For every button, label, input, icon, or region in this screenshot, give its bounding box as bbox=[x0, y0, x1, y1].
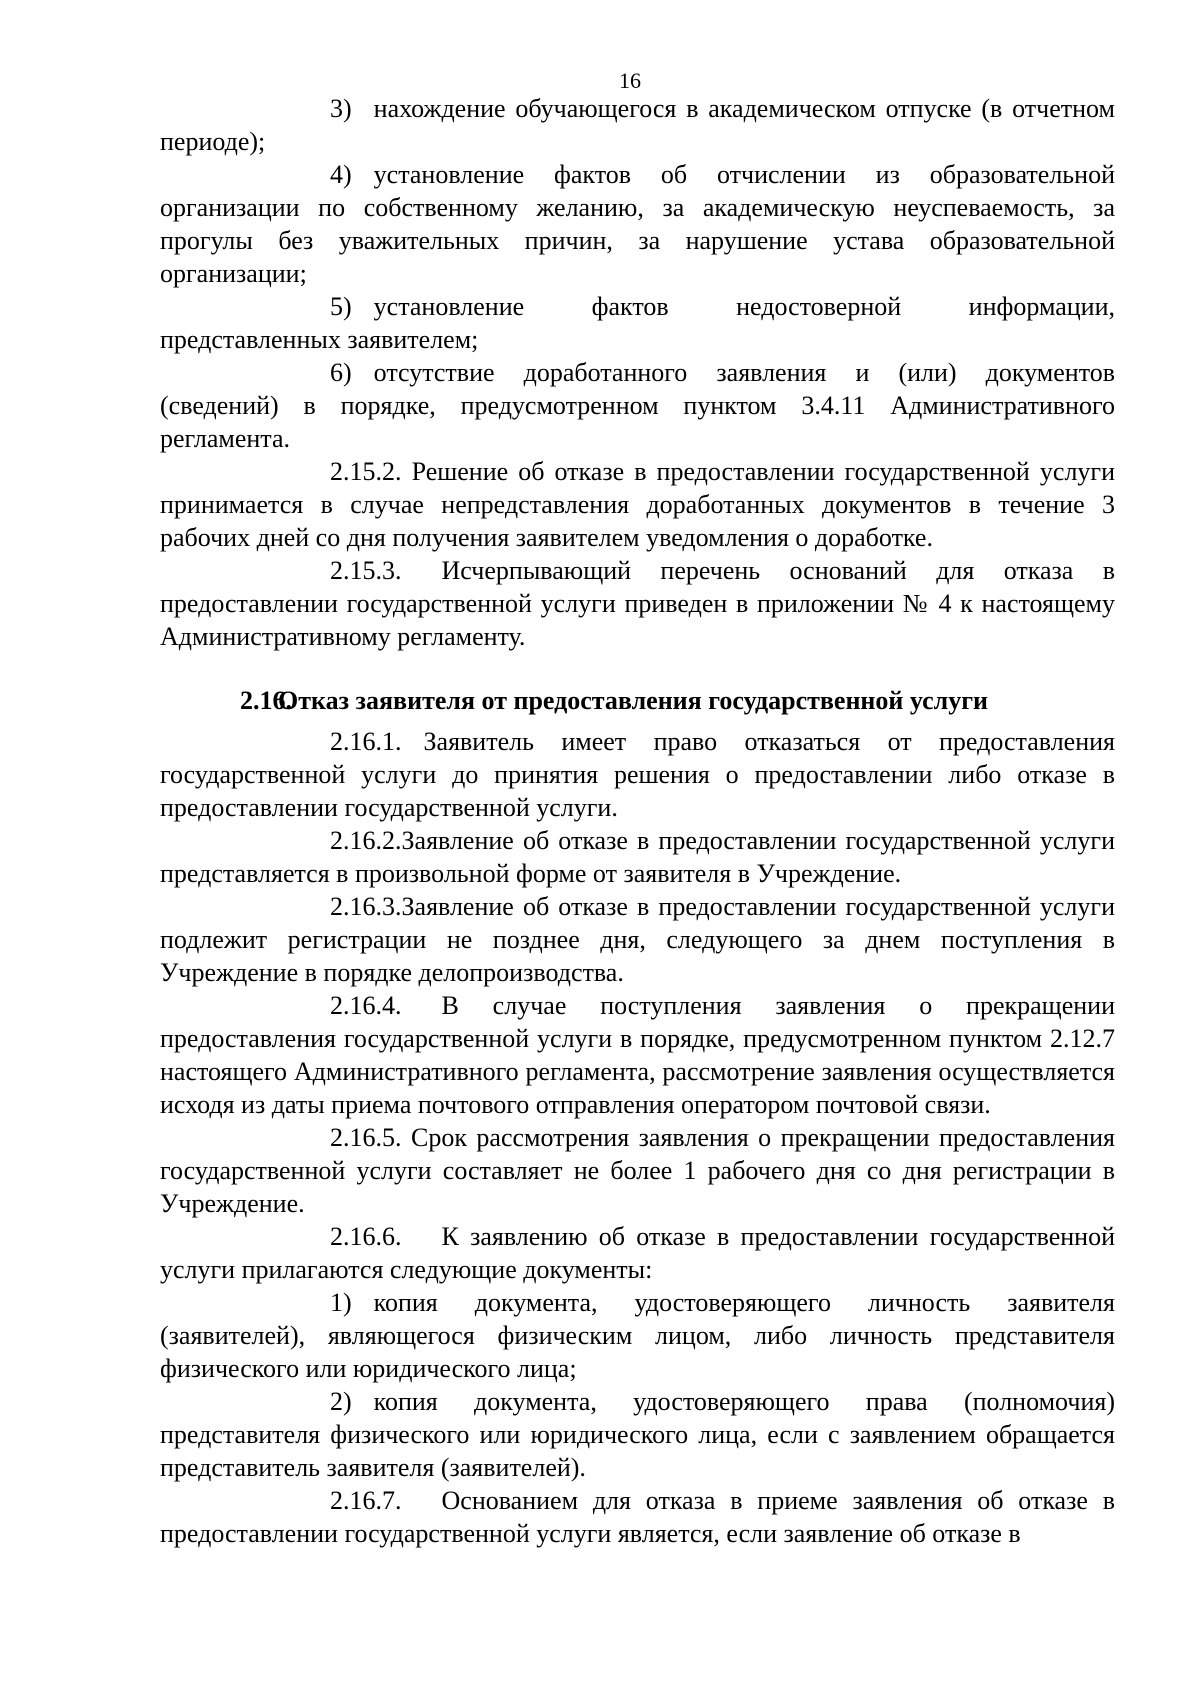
clause-text: Срок рассмотрения заявления о прекращении предоставления государственной услуги составляет не более 1 рабочего дня со дня регистрации в Учреждение. bbox=[160, 1123, 1115, 1218]
clause-number: 2.16.1. bbox=[330, 727, 402, 756]
clause-text: Заявитель имеет право отказаться от предоставления государственной услуги до принятия решения о предоставлении либо отказе в предоставлении государственной услуги. bbox=[160, 727, 1115, 822]
clause-paragraph bbox=[160, 1121, 1115, 1220]
clause-number: 2.15.2. bbox=[330, 457, 402, 486]
clause-paragraph bbox=[160, 1484, 1115, 1550]
clause-number: 2.16.5. bbox=[330, 1123, 402, 1152]
section-number: 2.16. bbox=[240, 686, 292, 715]
clause-text: Заявление об отказе в предоставлении государственной услуги подлежит регистрации не позднее дня, следующего за днем поступления в Учреждение в порядке делопроизводства. bbox=[160, 892, 1115, 987]
clause-paragraph bbox=[160, 824, 1115, 890]
clause-paragraph bbox=[160, 554, 1115, 653]
clause-number: 2.16.2. bbox=[330, 826, 402, 855]
item-text: нахождение обучающегося в академическом отпуске (в отчетном периоде); bbox=[160, 94, 1115, 156]
clause-number: 2.16.6. bbox=[330, 1222, 402, 1251]
list-item bbox=[160, 158, 1115, 290]
item-text: копия документа, удостоверяющего права (полномочия) представителя физического или юридического лица, если с заявлением обращается представитель заявителя (заявителей). bbox=[160, 1387, 1115, 1482]
clause-number: 2.15.3. bbox=[330, 556, 402, 585]
item-text: установление фактов недостоверной информации, представленных заявителем; bbox=[160, 292, 1115, 354]
clause-text: Решение об отказе в предоставлении государственной услуги принимается в случае непредставления доработанных документов в течение 3 рабочих дней со дня получения заявителем уведомления о доработке. bbox=[160, 457, 1116, 552]
item-number: 2) bbox=[330, 1387, 352, 1416]
list-item bbox=[160, 290, 1115, 356]
item-text: копия документа, удостоверяющего личность заявителя (заявителей), являющегося физическим лицом, либо личность представителя физического или юридического лица; bbox=[160, 1288, 1115, 1383]
item-number: 4) bbox=[330, 160, 352, 189]
document-body bbox=[160, 92, 1115, 1550]
list-item bbox=[160, 1286, 1115, 1385]
clause-text: Исчерпывающий перечень оснований для отказа в предоставлении государственной услуги приведен в приложении № 4 к настоящему Административному регламенту. bbox=[160, 556, 1115, 651]
clause-number: 2.16.7. bbox=[330, 1486, 402, 1515]
clause-text: В случае поступления заявления о прекращении предоставления государственной услуги в порядке, предусмотренном пунктом 2.12.7 настоящего Административного регламента, рассмотрение заявления осуществляется исходя из даты приема почтового отправления оператором почтовой связи. bbox=[160, 991, 1115, 1119]
item-text: отсутствие доработанного заявления и (или) документов (сведений) в порядке, предусмотренном пунктом 3.4.11 Административного регламента. bbox=[160, 358, 1115, 453]
item-number: 3) bbox=[330, 94, 352, 123]
clause-paragraph bbox=[160, 890, 1115, 989]
section-heading bbox=[160, 683, 1115, 719]
clause-paragraph bbox=[160, 455, 1115, 554]
item-number: 5) bbox=[330, 292, 352, 321]
clause-paragraph bbox=[160, 989, 1115, 1121]
clause-text: Основанием для отказа в приеме заявления об отказе в предоставлении государственной услуги является, если заявление об отказе в bbox=[160, 1486, 1115, 1548]
list-item bbox=[160, 356, 1115, 455]
list-item bbox=[160, 92, 1115, 158]
clause-number: 2.16.4. bbox=[330, 991, 402, 1020]
item-text: установление фактов об отчислении из образовательной организации по собственному желанию, за академическую неуспеваемость, за прогулы без уважительных причин, за нарушение устава образовательной организации; bbox=[160, 160, 1115, 288]
clause-number: 2.16.3. bbox=[330, 892, 402, 921]
clause-text: Заявление об отказе в предоставлении государственной услуги представляется в произвольной форме от заявителя в Учреждение. bbox=[160, 826, 1115, 888]
clause-paragraph bbox=[160, 1220, 1115, 1286]
item-number: 1) bbox=[330, 1288, 352, 1317]
clause-text: К заявлению об отказе в предоставлении государственной услуги прилагаются следующие документы: bbox=[160, 1222, 1115, 1284]
list-item bbox=[160, 1385, 1115, 1484]
item-number: 6) bbox=[330, 358, 352, 387]
section-title: Отказ заявителя от предоставления государственной услуги bbox=[278, 686, 989, 715]
clause-paragraph bbox=[160, 725, 1115, 824]
page-number: 16 bbox=[619, 68, 641, 93]
